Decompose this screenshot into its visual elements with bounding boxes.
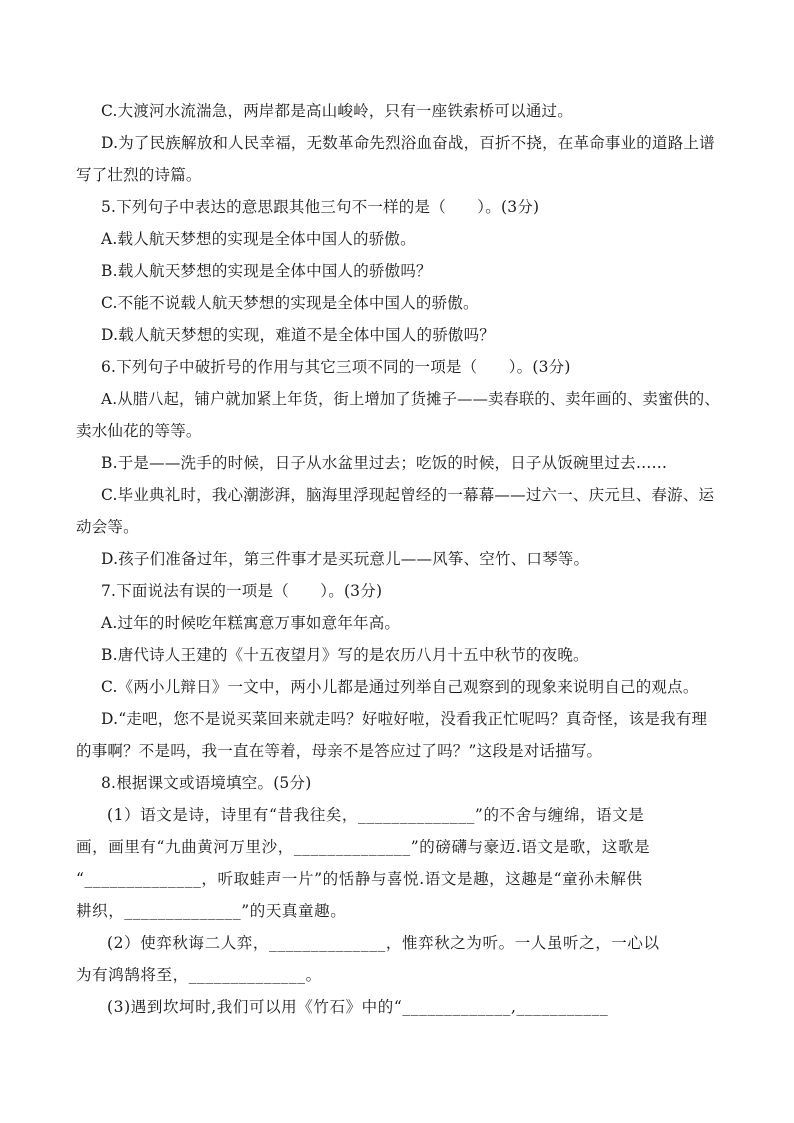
q5-option-b: B.载人航天梦想的实现是全体中国人的骄傲吗？ bbox=[101, 262, 432, 280]
q7-option-c: C.《两小儿辩日》一文中，两小儿都是通过列举自己观察到的现象来说明自己的观点。 bbox=[101, 678, 699, 696]
question-5: 5.下列句子中表达的意思跟其他三句不一样的是（ ）。(3分) bbox=[101, 198, 540, 216]
q4-option-d-line2: 写了壮烈的诗篇。 bbox=[76, 166, 202, 184]
q7-option-a: A.过年的时候吃年糕寓意万事如意年年高。 bbox=[101, 614, 401, 632]
q8-part2-line2: 为有鸿鹄将至，______________。 bbox=[76, 966, 322, 984]
question-7: 7.下面说法有误的一项是（ ）。(3分) bbox=[101, 582, 383, 600]
q8-part2-line1: (2）使弈秋诲二人弈，______________，惟弈秋之为听。一人虽听之，一心以 bbox=[107, 934, 660, 952]
q8-part1-line3: “______________，听取蛙声一片”的恬静与喜悦.语文是趣，这趣是“童孙未解供 bbox=[76, 870, 643, 888]
q6-option-a-line2: 卖水仙花的等等。 bbox=[76, 422, 202, 440]
q6-option-c-line1: C.毕业典礼时，我心潮澎湃，脑海里浮现起曾经的一幕幕——过六一、庆元旦、春游、运 bbox=[101, 486, 715, 504]
q6-option-b: B.于是——洗手的时候，日子从水盆里过去；吃饭的时候，日子从饭碗里过去…… bbox=[101, 454, 668, 472]
q7-option-b: B.唐代诗人王建的《十五夜望月》写的是农历八月十五中秋节的夜晚。 bbox=[101, 646, 589, 664]
q7-option-d-line2: 的事啊？不是吗，我一直在等着，母亲不是答应过了吗？”这段是对话描写。 bbox=[76, 742, 603, 760]
q6-option-c-line2: 动会等。 bbox=[76, 518, 139, 536]
q5-option-c: C.不能不说载人航天梦想的实现是全体中国人的骄傲。 bbox=[101, 294, 479, 312]
q8-part1-line2: 画，画里有“九曲黄河万里沙，______________”的磅礴与豪迈.语文是歌，这歌是 bbox=[76, 838, 651, 856]
q5-option-d: D.载人航天梦想的实现，难道不是全体中国人的骄傲吗？ bbox=[101, 326, 496, 344]
q6-option-d: D.孩子们准备过年，第三件事才是买玩意儿——风筝、空竹、口琴等。 bbox=[101, 550, 590, 568]
q4-option-c: C.大渡河水流湍急，两岸都是高山峻岭，只有一座铁索桥可以通过。 bbox=[101, 102, 573, 120]
q8-part3-line1: (3)遇到坎坷时,我们可以用《竹石》中的“_____________,___________ bbox=[107, 998, 609, 1016]
question-8: 8.根据课文或语境填空。(5分) bbox=[101, 774, 312, 792]
question-6: 6.下列句子中破折号的作用与其它三项不同的一项是（ ）。(3分) bbox=[101, 358, 571, 376]
q8-part1-line4: 耕织，______________”的天真童趣。 bbox=[76, 902, 347, 920]
q6-option-a-line1: A.从腊八起，铺户就加紧上年货，街上增加了货摊子——卖春联的、卖年画的、卖蜜供的、 bbox=[101, 390, 720, 408]
q8-part1-line1: (1）语文是诗，诗里有“昔我往矣，______________”的不舍与缠绵，语文是 bbox=[107, 806, 645, 824]
q7-option-d-line1: D.“走吧，您不是说买菜回来就走吗？好啦好啦，没看我正忙呢吗？真奇怪，该是我有理 bbox=[101, 710, 708, 728]
q4-option-d-line1: D.为了民族解放和人民幸福，无数革命先烈浴血奋战，百折不挠，在革命事业的道路上谱 bbox=[101, 134, 715, 152]
q5-option-a: A.载人航天梦想的实现是全体中国人的骄傲。 bbox=[101, 230, 416, 248]
